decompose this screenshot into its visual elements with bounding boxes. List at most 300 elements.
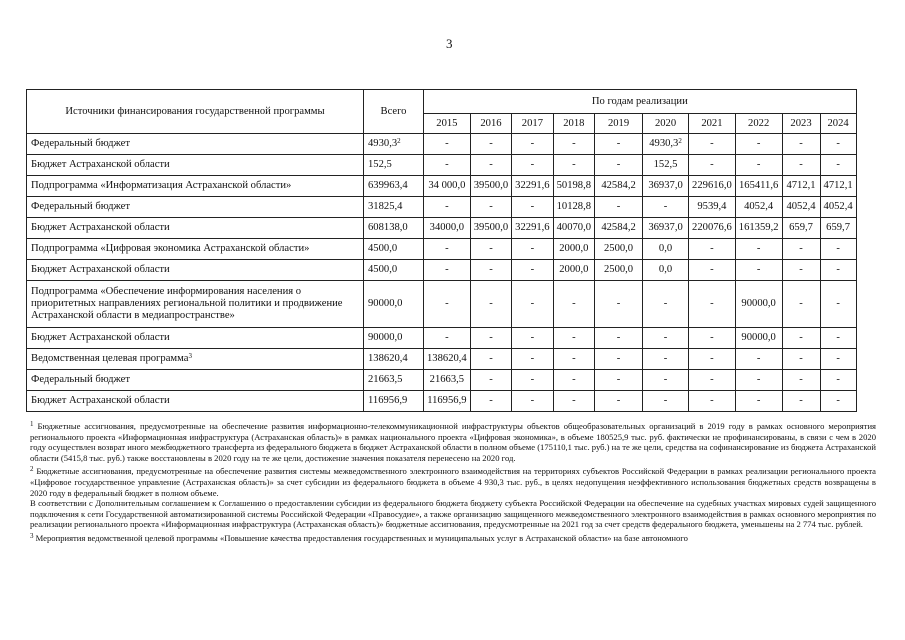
year-cell (553, 281, 594, 328)
year-cell (735, 155, 782, 176)
row-source-text: Подпрограмма «Информатизация Астраханской области» (31, 180, 292, 191)
row-source (27, 391, 364, 412)
row-source-text: Бюджет Астраханской области (31, 222, 170, 233)
year-cell-value: - (489, 201, 493, 212)
year-cell (512, 281, 553, 328)
year-cell (643, 155, 689, 176)
year-cell (689, 155, 736, 176)
year-cell-value: - (799, 243, 803, 254)
year-cell-value: 2500,0 (603, 264, 634, 275)
year-cell-value: - (616, 374, 621, 385)
footnote-ref: 2 (678, 137, 682, 145)
year-cell (470, 391, 511, 412)
year-cell-value: 659,7 (826, 222, 850, 233)
year-cell (470, 155, 511, 176)
year-cell-value: 0,0 (658, 243, 673, 254)
year-cell (735, 239, 782, 260)
row-source (27, 218, 364, 239)
year-cell-value: - (616, 138, 621, 149)
table-row (27, 281, 857, 328)
year-cell-value: 90000,0 (741, 332, 776, 343)
year-cell (595, 328, 643, 349)
year-cell (820, 155, 856, 176)
year-cell (782, 281, 820, 328)
year-cell-value: - (799, 332, 803, 343)
year-cell (643, 328, 689, 349)
year-cell (689, 197, 736, 218)
row-total (364, 176, 424, 197)
year-cell-value: 4052,4 (786, 201, 816, 212)
row-total-value: 4500,0 (368, 264, 398, 275)
year-cell-value: - (489, 332, 493, 343)
year-cell (470, 176, 511, 197)
year-cell-value: 220076,6 (692, 222, 732, 233)
year-cell-value: - (663, 298, 668, 309)
year-cell (689, 349, 736, 370)
year-cell-value: - (799, 298, 803, 309)
year-cell (470, 218, 511, 239)
year-cell-value: - (489, 374, 493, 385)
year-cell-value: - (489, 264, 493, 275)
row-total-value: 21663,5 (368, 374, 403, 385)
row-source-text: Федеральный бюджет (31, 201, 131, 212)
year-cell (782, 328, 820, 349)
year-cell-value: 32291,6 (515, 180, 550, 191)
year-cell (782, 260, 820, 281)
row-total (364, 197, 424, 218)
year-cell (595, 155, 643, 176)
year-cell (595, 370, 643, 391)
year-cell-value: 2000,0 (559, 264, 589, 275)
year-cell (553, 239, 594, 260)
footnote (30, 421, 876, 463)
header-year: 2019 (595, 114, 643, 134)
year-cell (689, 260, 736, 281)
year-cell (553, 260, 594, 281)
row-total-value: 639963,4 (368, 180, 408, 191)
header-year: 2022 (735, 114, 782, 134)
page-number: 3 (446, 36, 453, 51)
year-cell-value: - (710, 264, 714, 275)
year-cell-value: 9539,4 (697, 201, 727, 212)
year-cell-value: - (616, 332, 621, 343)
year-cell-value: - (530, 353, 535, 364)
year-cell (553, 328, 594, 349)
year-cell (735, 328, 782, 349)
year-cell (820, 328, 856, 349)
row-total-value: 4500,0 (368, 243, 398, 254)
table-row (27, 134, 857, 155)
year-cell (820, 218, 856, 239)
year-cell (643, 176, 689, 197)
year-cell-value: 40070,0 (556, 222, 592, 233)
year-cell-value: - (572, 138, 576, 149)
year-cell (782, 155, 820, 176)
year-cell (424, 197, 471, 218)
year-cell (782, 197, 820, 218)
row-source (27, 155, 364, 176)
year-cell (595, 391, 643, 412)
year-cell (512, 349, 553, 370)
row-source (27, 281, 364, 328)
year-cell (643, 197, 689, 218)
row-total-value: 138620,4 (368, 353, 408, 364)
year-cell (820, 176, 856, 197)
row-total (364, 370, 424, 391)
year-cell (735, 281, 782, 328)
year-cell-value: - (836, 353, 840, 364)
year-cell-value: - (756, 243, 761, 254)
year-cell (595, 239, 643, 260)
footnote-ref: 2 (397, 137, 401, 145)
year-cell (595, 260, 643, 281)
year-cell (643, 370, 689, 391)
year-cell (424, 155, 471, 176)
year-cell-value: - (836, 159, 840, 170)
footnote-text: В соответствии с Дополнительным соглашением к Соглашению о предоставлении субсидии из федерального бюджета бюджету субъекта Российской Федерации на обеспечение на судебных участках мировых судей защищенного подключения к сети Государственной автоматизированной системы Российской Федерации «Правосудие», а также организацию защищенного межведомственного электронного взаимодействия в рамках основного мероприятия по реализации регионального проекта «Информационная инфраструктура (Астраханская область)» бюджетные ассигнования, предусмотренные на 2021 год за счет средств федерального бюджета, уменьшены на 2 774 тыс. рублей. (30, 498, 876, 530)
table-row (27, 218, 857, 239)
row-source (27, 176, 364, 197)
row-source-text: Бюджет Астраханской области (31, 264, 170, 275)
year-cell-value: 2500,0 (603, 243, 634, 254)
year-cell (689, 328, 736, 349)
row-source-text: Бюджет Астраханской области (31, 395, 170, 406)
year-cell-value: 161359,2 (738, 222, 779, 233)
year-cell (553, 391, 594, 412)
year-cell-value: 4712,1 (786, 180, 816, 191)
year-cell (820, 197, 856, 218)
row-total (364, 218, 424, 239)
row-total (364, 328, 424, 349)
year-cell (735, 370, 782, 391)
year-cell-value: 2000,0 (559, 243, 589, 254)
year-cell (470, 260, 511, 281)
year-cell (424, 391, 471, 412)
year-cell (820, 239, 856, 260)
year-cell (470, 349, 511, 370)
year-cell (470, 134, 511, 155)
year-cell (553, 176, 594, 197)
year-cell-value: - (836, 264, 840, 275)
year-cell (553, 155, 594, 176)
year-cell (595, 349, 643, 370)
year-cell-value: - (572, 298, 576, 309)
footnote (30, 533, 876, 544)
row-total-value: 4930,3 (368, 138, 398, 149)
row-total (364, 281, 424, 328)
year-cell (735, 218, 782, 239)
year-cell-value: - (616, 159, 621, 170)
year-cell (782, 349, 820, 370)
row-total (364, 260, 424, 281)
year-cell (820, 134, 856, 155)
year-cell (689, 134, 736, 155)
year-cell-value: - (836, 138, 840, 149)
footnote-mark: 2 (30, 465, 34, 474)
year-cell (424, 370, 471, 391)
year-cell-value: 32291,6 (515, 222, 550, 233)
year-cell-value: 152,5 (653, 159, 678, 170)
year-cell (820, 281, 856, 328)
year-cell-value: - (799, 138, 803, 149)
year-cell-value: - (836, 298, 840, 309)
table-row (27, 391, 857, 412)
row-source-text: Федеральный бюджет (31, 374, 131, 385)
row-total-value: 90000,0 (368, 332, 403, 343)
year-cell-value: - (799, 395, 803, 406)
year-cell-value: - (445, 138, 449, 149)
year-cell (643, 260, 689, 281)
year-cell-value: - (710, 243, 714, 254)
year-cell-value: 21663,5 (429, 374, 465, 385)
year-cell (553, 218, 594, 239)
row-total-value: 116956,9 (368, 395, 408, 406)
year-cell-value: 34 000,0 (428, 180, 466, 191)
year-cell (782, 176, 820, 197)
year-cell-value: 4930,3 (649, 138, 679, 149)
year-cell (595, 281, 643, 328)
year-cell-value: 34000,0 (429, 222, 465, 233)
table-row (27, 239, 857, 260)
year-cell-value: 165411,6 (738, 180, 779, 191)
row-total (364, 134, 424, 155)
year-cell (643, 134, 689, 155)
year-cell-value: - (710, 374, 714, 385)
row-total (364, 155, 424, 176)
footnote-ref: 3 (188, 352, 192, 360)
year-cell-value: - (489, 298, 493, 309)
year-cell (512, 176, 553, 197)
row-source (27, 349, 364, 370)
year-cell (424, 218, 471, 239)
year-cell (553, 134, 594, 155)
year-cell-value: - (756, 374, 761, 385)
year-cell-value: - (799, 353, 803, 364)
table-row (27, 197, 857, 218)
year-cell (553, 197, 594, 218)
year-cell (643, 239, 689, 260)
header-year: 2015 (424, 114, 471, 134)
year-cell-value: - (530, 374, 535, 385)
year-cell (512, 155, 553, 176)
row-source-text: Бюджет Астраханской области (31, 159, 170, 170)
year-cell-value: 116956,9 (427, 395, 467, 406)
year-cell-value: - (572, 332, 576, 343)
year-cell-value: - (836, 374, 840, 385)
year-cell (735, 260, 782, 281)
year-cell-value: - (710, 332, 714, 343)
year-cell (424, 176, 471, 197)
year-cell-value: 42584,2 (601, 222, 636, 233)
year-cell (820, 391, 856, 412)
row-source (27, 260, 364, 281)
year-cell (735, 391, 782, 412)
year-cell (470, 370, 511, 391)
year-cell (595, 218, 643, 239)
year-cell-value: 4712,1 (823, 180, 853, 191)
row-source-text: Бюджет Астраханской области (31, 332, 170, 343)
header-year: 2020 (643, 114, 689, 134)
year-cell-value: 10128,8 (556, 201, 592, 212)
year-cell-value: 659,7 (789, 222, 813, 233)
year-cell (820, 370, 856, 391)
year-cell-value: - (530, 298, 535, 309)
year-cell (782, 134, 820, 155)
row-total (364, 239, 424, 260)
year-cell (820, 349, 856, 370)
year-cell (470, 239, 511, 260)
year-cell-value: 42584,2 (601, 180, 636, 191)
footnote-text: Мероприятия ведомственной целевой программы «Повышение качества предоставления государственных и муниципальных услуг в Астраханской области» на базе автономного (35, 532, 688, 543)
year-cell (643, 349, 689, 370)
table-row (27, 176, 857, 197)
year-cell-value: - (756, 159, 761, 170)
row-source (27, 328, 364, 349)
year-cell-value: - (710, 159, 714, 170)
year-cell-value: - (445, 243, 449, 254)
year-cell (735, 134, 782, 155)
row-total-value: 31825,4 (368, 201, 403, 212)
year-cell-value: 4052,4 (744, 201, 774, 212)
row-source-text: Федеральный бюджет (31, 138, 131, 149)
year-cell-value: - (710, 138, 714, 149)
footnote (30, 466, 876, 498)
year-cell-value: - (756, 138, 761, 149)
financing-table (26, 89, 857, 412)
footnotes (30, 421, 876, 544)
year-cell-value: 0,0 (658, 264, 673, 275)
row-source (27, 370, 364, 391)
header-year: 2023 (782, 114, 820, 134)
table-row (27, 260, 857, 281)
year-cell (553, 370, 594, 391)
year-cell-value: - (663, 395, 668, 406)
year-cell-value: - (530, 332, 535, 343)
row-total-value: 152,5 (368, 159, 392, 170)
year-cell (424, 260, 471, 281)
year-cell-value: - (572, 159, 576, 170)
year-cell-value: - (530, 264, 535, 275)
year-cell-value: - (663, 332, 668, 343)
year-cell-value: 36937,0 (648, 222, 683, 233)
year-cell (689, 176, 736, 197)
year-cell-value: - (710, 353, 714, 364)
year-cell (512, 391, 553, 412)
year-cell (595, 197, 643, 218)
year-cell-value: 229616,0 (692, 180, 732, 191)
year-cell-value: - (445, 159, 449, 170)
year-cell-value: - (616, 201, 621, 212)
table-row (27, 370, 857, 391)
year-cell (512, 218, 553, 239)
year-cell-value: - (756, 395, 761, 406)
year-cell-value: - (663, 374, 668, 385)
footnote-mark: 1 (30, 420, 34, 428)
year-cell (782, 370, 820, 391)
header-year: 2021 (689, 114, 736, 134)
year-cell (470, 197, 511, 218)
header-year: 2016 (470, 114, 511, 134)
header-year: 2018 (553, 114, 594, 134)
year-cell (782, 391, 820, 412)
row-total (364, 349, 424, 370)
year-cell (470, 281, 511, 328)
year-cell-value: - (445, 332, 449, 343)
header-source: Источники финансирования государственной программы (27, 90, 364, 134)
row-source-text: Подпрограмма «Цифровая экономика Астраханской области» (31, 243, 310, 254)
year-cell (512, 134, 553, 155)
year-cell-value: - (572, 395, 576, 406)
year-cell (553, 349, 594, 370)
year-cell-value: 50198,8 (556, 180, 592, 191)
year-cell (512, 197, 553, 218)
year-cell-value: - (489, 395, 493, 406)
year-cell (595, 176, 643, 197)
year-cell-value: - (756, 264, 761, 275)
year-cell-value: - (663, 201, 668, 212)
year-cell-value: 39500,0 (473, 222, 509, 233)
year-cell-value: - (530, 138, 535, 149)
year-cell-value: - (530, 159, 535, 170)
year-cell (735, 176, 782, 197)
year-cell-value: - (489, 353, 493, 364)
year-cell-value: - (799, 374, 803, 385)
year-cell-value: - (445, 264, 449, 275)
year-cell-value: - (530, 201, 535, 212)
table-row (27, 155, 857, 176)
row-source (27, 239, 364, 260)
row-source (27, 197, 364, 218)
year-cell-value: - (836, 332, 840, 343)
year-cell (643, 218, 689, 239)
year-cell (782, 239, 820, 260)
year-cell (595, 134, 643, 155)
year-cell-value: - (836, 395, 840, 406)
row-source (27, 134, 364, 155)
year-cell-value: - (756, 353, 761, 364)
row-total (364, 391, 424, 412)
year-cell (735, 197, 782, 218)
year-cell-value: 4052,4 (823, 201, 853, 212)
year-cell (689, 391, 736, 412)
row-source-text: Ведомственная целевая программа (31, 353, 189, 364)
footnote-mark: 3 (30, 531, 34, 540)
table-row (27, 349, 857, 370)
row-total-value: 608138,0 (368, 222, 408, 233)
year-cell-value: - (445, 201, 449, 212)
year-cell-value: - (572, 374, 576, 385)
year-cell-value: - (799, 264, 803, 275)
row-total-value: 90000,0 (368, 298, 403, 309)
year-cell-value: - (530, 243, 535, 254)
row-source-text: Подпрограмма «Обеспечение информирования населения о приоритетных направлениях региональной политики и продвижение Астраханской области в медиапространстве» (31, 286, 343, 321)
year-cell-value: - (616, 298, 621, 309)
year-cell-value: - (445, 298, 449, 309)
year-cell-value: - (489, 159, 493, 170)
year-cell-value: - (836, 243, 840, 254)
year-cell (689, 370, 736, 391)
footnote (30, 498, 876, 530)
year-cell (643, 391, 689, 412)
year-cell (689, 281, 736, 328)
year-cell-value: 138620,4 (427, 353, 467, 364)
year-cell (424, 349, 471, 370)
year-cell-value: - (710, 298, 714, 309)
year-cell (512, 370, 553, 391)
year-cell-value: - (710, 395, 714, 406)
year-cell-value: - (663, 353, 668, 364)
year-cell (643, 281, 689, 328)
